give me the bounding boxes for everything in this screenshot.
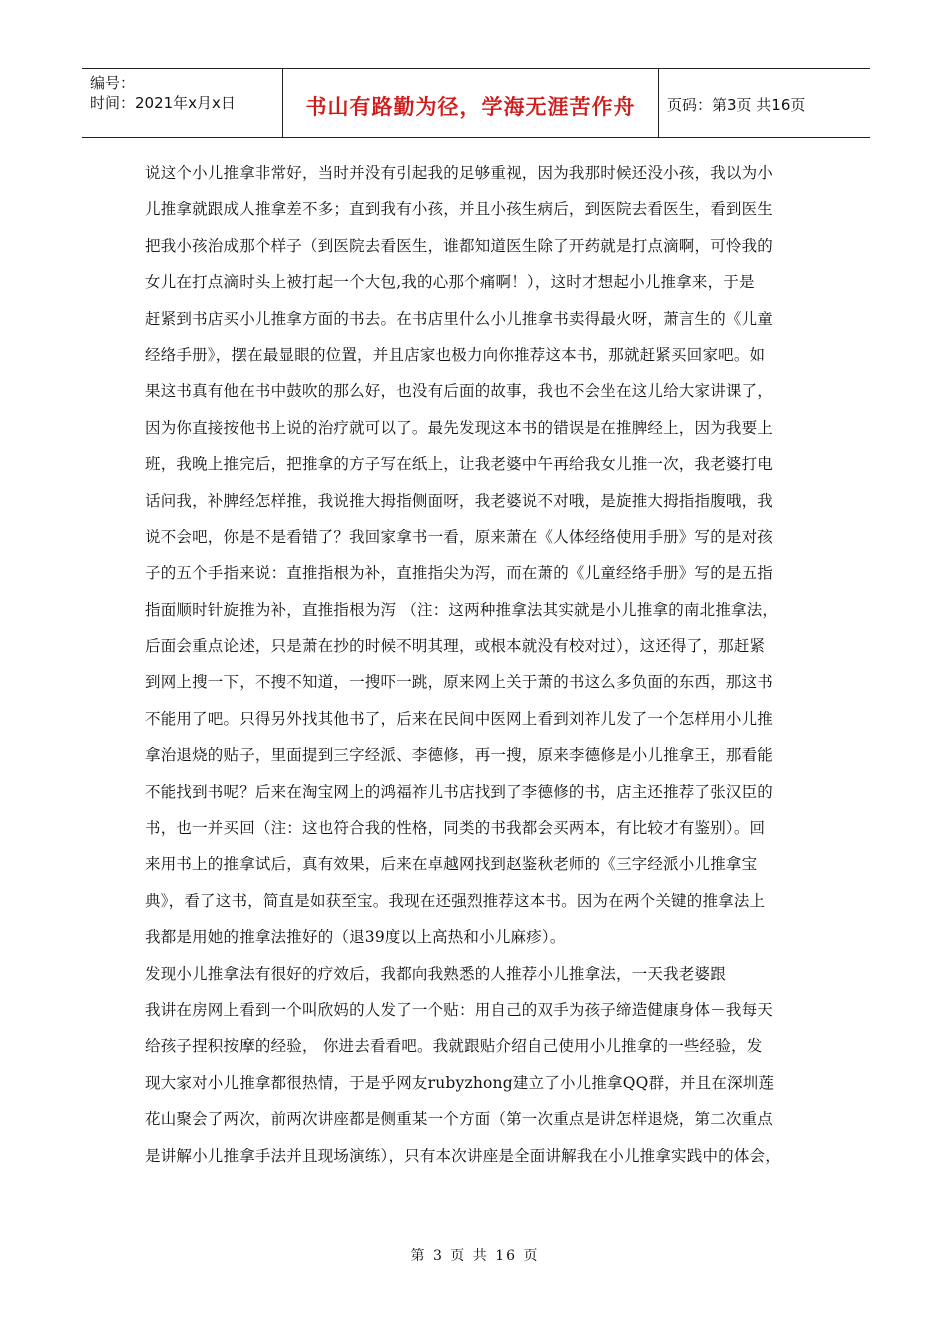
body-text-line: 典》，看了这书，简直是如获至宝。我现在还强烈推荐这本书。因为在两个关键的推拿法上 — [145, 891, 766, 910]
document-body — [145, 155, 793, 1174]
body-text-line: 我都是用她的推拿法推好的（退39度以上高热和小儿麻疹）。 — [145, 928, 566, 947]
body-text-line: 说不会吧，你是不是看错了？我回家拿书一看，原来萧在《人体经络使用手册》写的是对孩 — [145, 527, 774, 546]
body-text-line: 说这个小儿推拿非常好，当时并没有引起我的足够重视，因为我那时候还没小孩，我以为小 — [145, 164, 774, 182]
body-text-line: 班，我晚上推完后，把推拿的方子写在纸上，让我老婆中午再给我女儿推一次，我老婆打电 — [145, 455, 774, 474]
page-header — [82, 68, 870, 138]
body-text-line: 不能用了吧。只得另外找其他书了，后来在民间中医网上看到刘祚儿发了一个怎样用小儿推 — [145, 709, 774, 728]
body-text-line: 给孩子捏积按摩的经验， 你进去看看吧。我就跟贴介绍自己使用小儿推拿的一些经验，发 — [145, 1037, 763, 1056]
body-text-line: 果这书真有他在书中鼓吹的那么好，也没有后面的故事，我也不会坐在这儿给大家讲课了， — [145, 382, 774, 401]
page-footer: 第 3 页 共 16 页 — [410, 1248, 540, 1264]
motto-text: 书山有路勤为径，学海无涯苦作舟 — [305, 95, 636, 119]
header-info-cell — [82, 69, 283, 137]
body-text-line: 拿治退烧的贴子，里面提到三字经派、李德修，再一搜，原来李德修是小儿推拿王，那看能 — [145, 746, 774, 765]
body-text-line: 后面会重点论述，只是萧在抄的时候不明其理，或根本就没有校对过），这还得了，那赶紧 — [145, 637, 766, 656]
body-text-line: 到网上搜一下，不搜不知道，一搜吓一跳，原来网上关于萧的书这么多负面的东西，那这书 — [145, 673, 774, 692]
body-text-line: 话问我，补脾经怎样推，我说推大拇指侧面呀，我老婆说不对哦，是旋推大拇指指腹哦，我 — [145, 491, 774, 510]
header-page-cell — [659, 69, 870, 137]
body-text-line: 赶紧到书店买小儿推拿方面的书去。在书店里什么小儿推拿书卖得最火呀，萧言生的《儿童 — [145, 309, 774, 328]
body-text-line: 子的五个手指来说：直推指根为补，直推指尖为泻，而在萧的《儿童经络手册》写的是五指 — [145, 564, 774, 583]
page-code: 页码：第3页 共16页 — [667, 96, 806, 114]
time-label: 时间：2021年x月x日 — [90, 94, 236, 112]
body-text-line: 女儿在打点滴时头上被打起一个大包,我的心那个痛啊！），这时才想起小儿推拿来，于是 — [145, 273, 755, 292]
body-text-line: 书，也一并买回（注：这也符合我的性格，同类的书我都会买两本，有比较才有鉴别）。回 — [145, 819, 766, 838]
body-text-line: 把我小孩治成那个样子（到医院去看医生，谁都知道医生除了开药就是打点滴啊，可怜我的 — [145, 236, 774, 255]
body-text-line: 经络手册》，摆在最显眼的位置，并且店家也极力向你推荐这本书，那就赶紧买回家吧。如 — [145, 345, 766, 364]
body-text-line: 是讲解小儿推拿手法并且现场演练），只有本次讲座是全面讲解我在小儿推拿实践中的体会， — [145, 1146, 781, 1165]
header-motto-cell — [283, 69, 659, 137]
body-text-line: 儿推拿就跟成人推拿差不多；直到我有小孩，并且小孩生病后，到医院去看医生，看到医生 — [145, 200, 774, 219]
body-text-line: 不能找到书呢？后来在淘宝网上的鸿福祚儿书店找到了李德修的书，店主还推荐了张汉臣的 — [145, 782, 774, 801]
body-text-line: 花山聚会了两次，前两次讲座都是侧重某一个方面（第一次重点是讲怎样退烧，第二次重点 — [145, 1110, 774, 1129]
body-text-line: 因为你直接按他书上说的治疗就可以了。最先发现这本书的错误是在推脾经上，因为我要上 — [145, 418, 774, 437]
number-label: 编号： — [90, 74, 136, 92]
body-text-line: 来用书上的推拿试后，真有效果，后来在卓越网找到赵鉴秋老师的《三字经派小儿推拿宝 — [145, 855, 758, 874]
body-text-line: 我讲在房网上看到一个叫欣妈的人发了一个贴：用自己的双手为孩子缔造健康身体－我每天 — [145, 1000, 774, 1019]
body-text-line: 现大家对小儿推拿都很热情，于是乎网友rubyzhong建立了小儿推拿QQ群，并且在深圳莲 — [145, 1073, 775, 1092]
body-text-line: 发现小儿推拿法有很好的疗效后，我都向我熟悉的人推荐小儿推拿法，一天我老婆跟 — [145, 964, 726, 983]
body-text-line: 指面顺时针旋推为补，直推指根为泻 （注：这两种推拿法其实就是小儿推拿的南北推拿法， — [145, 600, 779, 619]
